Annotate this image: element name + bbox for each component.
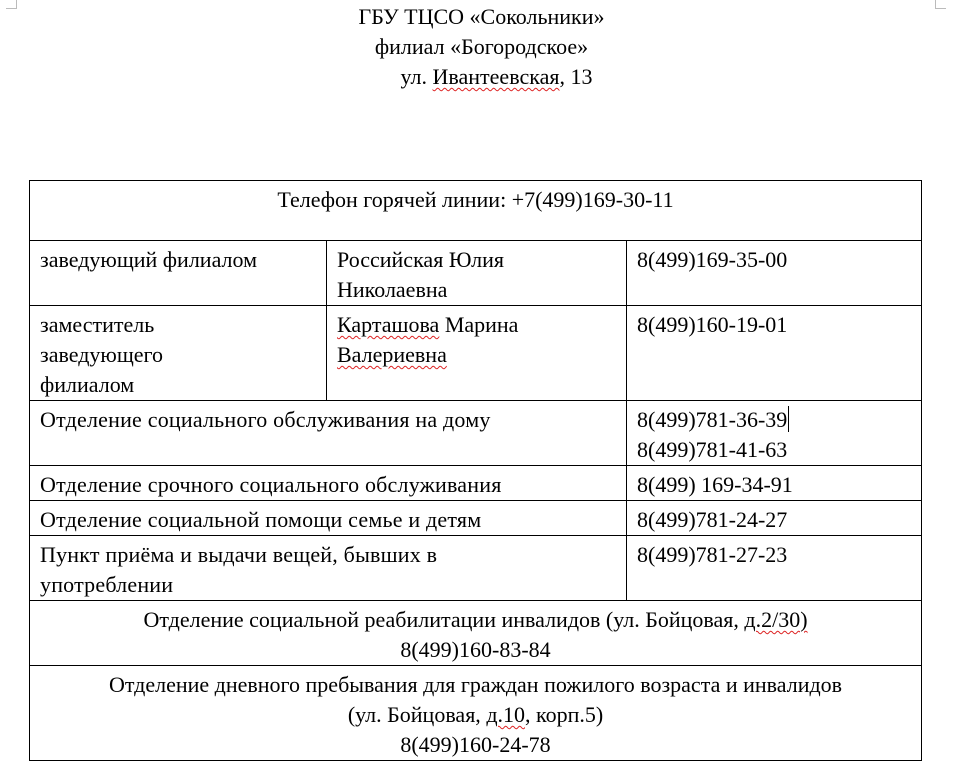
staff-name-rest: Марина [439,312,519,337]
daycare-row [30,666,922,761]
rehab-house: д.2/30) [744,607,808,632]
address-number: , 13 [559,64,593,89]
department-name: Отделение социального обслуживания на дому [40,407,491,432]
staff-phone-cell [627,241,922,306]
table-row [30,306,922,401]
department-name-cell [30,536,627,601]
staff-name-line: Николаевна [337,277,448,302]
staff-role-line: заведующего [40,342,163,367]
staff-phone-cell [627,306,922,401]
department-name-cell [30,466,627,501]
department-phone-cell [627,536,922,601]
table-row [30,241,922,306]
table-row [30,401,922,466]
daycare-cell [30,666,922,761]
staff-role-cell [30,306,327,401]
table-row [30,536,922,601]
rehab-name: Отделение социальной реабилитации инвалидов (ул. Бойцовая, [143,607,739,632]
branch-name: «Богородское» [450,34,589,59]
document-heading [0,2,963,92]
daycare-house: д.10 [486,702,526,727]
department-phone: 8(499)781-41-63 [637,437,788,462]
rehab-row [30,601,922,666]
branch-prefix: филиал [374,34,445,59]
text-cursor [788,406,789,432]
department-name-cell [30,401,627,466]
rehab-cell [30,601,922,666]
department-phone: 8(499) 169-34-91 [637,472,793,497]
department-phone-cell [627,501,922,536]
department-phone-cell [627,401,922,466]
staff-phone: 8(499)160-19-01 [637,312,788,337]
daycare-address-prefix: (ул. Бойцовая, [347,702,481,727]
department-name: Отделение социальной помощи семье и детям [40,507,482,532]
department-phone: 8(499)781-27-23 [637,542,788,567]
department-name-cell [30,501,627,536]
department-name-line: Пункт приёма и выдачи вещей, бывших в [40,542,438,567]
rehab-phone: 8(499)160-83-84 [400,637,551,662]
table-row [30,466,922,501]
daycare-name: Отделение дневного пребывания для граждан пожилого возраста и инвалидов [108,672,843,697]
staff-patronymic: Валериевна [337,342,447,367]
staff-role-line: филиалом [40,372,135,397]
staff-surname: Карташова [337,312,440,337]
department-phone: 8(499)781-36-39 [637,407,788,432]
staff-name-line: Российская Юлия [337,247,505,272]
branch-address [0,62,963,92]
department-name-line: употреблении [40,572,174,597]
hotline-cell [30,181,922,241]
staff-role: заведующий филиалом [40,247,258,272]
daycare-address-suffix: , корп.5) [525,702,604,727]
hotline-text: Телефон горячей линии: +7(499)169-30-11 [277,187,674,212]
org-prefix: ГБУ ТЦСО [358,4,465,29]
address-street: Ивантеевская [432,64,560,89]
org-title [0,2,963,32]
staff-role-cell [30,241,327,306]
department-phone: 8(499)781-24-27 [637,507,788,532]
branch-title [0,32,963,62]
staff-role-line: заместитель [40,312,155,337]
department-phone-cell [627,466,922,501]
staff-name-cell [327,241,627,306]
hotline-row [30,181,922,241]
address-prefix: ул. [400,64,428,89]
department-name: Отделение срочного социального обслуживания [40,472,502,497]
staff-name-cell [327,306,627,401]
org-name: «Сокольники» [469,4,605,29]
daycare-phone: 8(499)160-24-78 [400,732,551,757]
table-row [30,501,922,536]
contacts-table [29,180,922,761]
staff-phone: 8(499)169-35-00 [637,247,788,272]
